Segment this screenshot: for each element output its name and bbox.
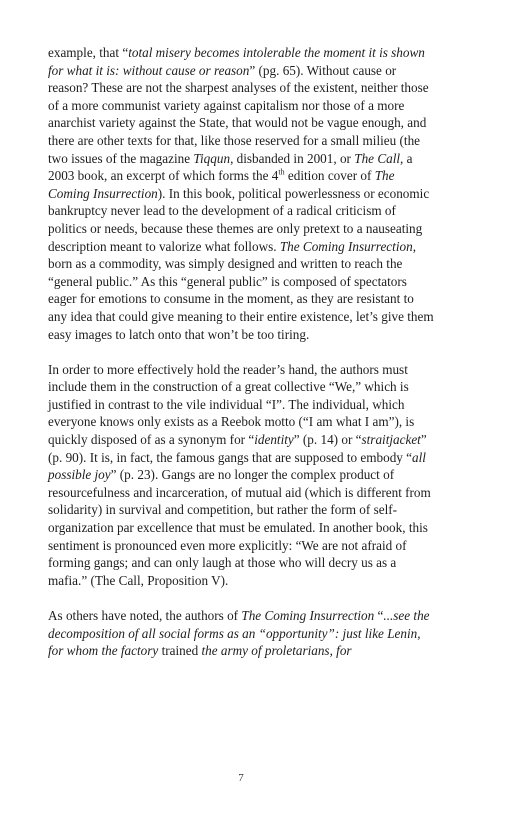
italic-text: The Coming Insurrection (279, 238, 413, 254)
text-run: , born as a commodity, was simply designed and written to reach the “general public.” As this “general public” is composed of spectators eager for emotions to consume in the moment, as they are resistant to any idea that could give meaning to their entire existence, let’s give them easy images to latch onto that won’t be too tiring. (48, 238, 434, 342)
text-run: ” (p. 90). It is, in fact, the famous gangs that are supposed to embody “ (48, 432, 427, 465)
page-body (48, 44, 434, 660)
italic-text: The Coming Insurrection (48, 168, 395, 201)
text-run: edition cover of (284, 168, 375, 184)
italic-text: The Call (354, 150, 401, 166)
paragraph-2 (48, 361, 434, 590)
italic-text: the army of proletarians, for (201, 643, 352, 659)
italic-text: identity (254, 432, 294, 448)
text-run: example, that “ (48, 45, 129, 60)
superscript-text: th (278, 167, 285, 177)
text-run: In order to more effectively hold the reader’s hand, the authors must include them in the construction of a great collective “We,” which is justified in contrast to the vile individual “I”. The individual, which everyone knows only exists as a Reebok motto (“I am what I am”), is quickly disposed of as a synonym for “ (48, 361, 415, 448)
text-run: “ (374, 608, 384, 623)
text-run: trained (158, 643, 202, 659)
text-run: ” (p. 14) or “ (293, 432, 362, 448)
italic-text: all possible joy (48, 449, 426, 483)
text-run: , disbanded in 2001, or (230, 150, 355, 166)
italic-text: The Coming Insurrection (241, 608, 375, 623)
italic-text: straitjacket (361, 432, 421, 448)
paragraph-1 (48, 44, 434, 343)
italic-text: total misery becomes intolerable the moment it is shown for what it is: without cause or reason (48, 45, 425, 78)
text-run: ” (pg. 65). Without cause or reason? These are not the sharpest analyses of the existent, neither those of a more communist variety against capitalism nor those of a more anarchist variety against the State, that would not be vague enough, and there are other texts for that, like those reserved for a small milieu (the two issues of the magazine (48, 62, 429, 166)
italic-text: ...see the decomposition of all social forms as an “opportunity”: just like Lenin, for whom the factory (48, 608, 430, 659)
text-run: As others have noted, the authors of (48, 608, 242, 623)
page-number: 7 (238, 772, 244, 784)
text-run: ). In this book, political powerlessness or economic bankruptcy never lead to the development of a radical criticism of politics or needs, because these themes are only pretext to a nauseating description meant to valorize what follows. (48, 185, 430, 254)
text-run: , a 2003 book, an excerpt of which forms the 4 (48, 150, 413, 184)
italic-text: Tiqqun (193, 150, 231, 166)
paragraph-3 (48, 607, 434, 660)
text-run: ” (p. 23). Gangs are no longer the complex product of resourcefulness and incarceration, of mutual aid (which is different from solidarity) in survival and competition, but rather the form of self-organization par excellence that must be emulated. In another book, this sentiment is pronounced even more explicitly: “We are not afraid of forming gangs; and can only laugh at those who will decry us as a mafia.” (The Call, Proposition V). (48, 467, 431, 588)
